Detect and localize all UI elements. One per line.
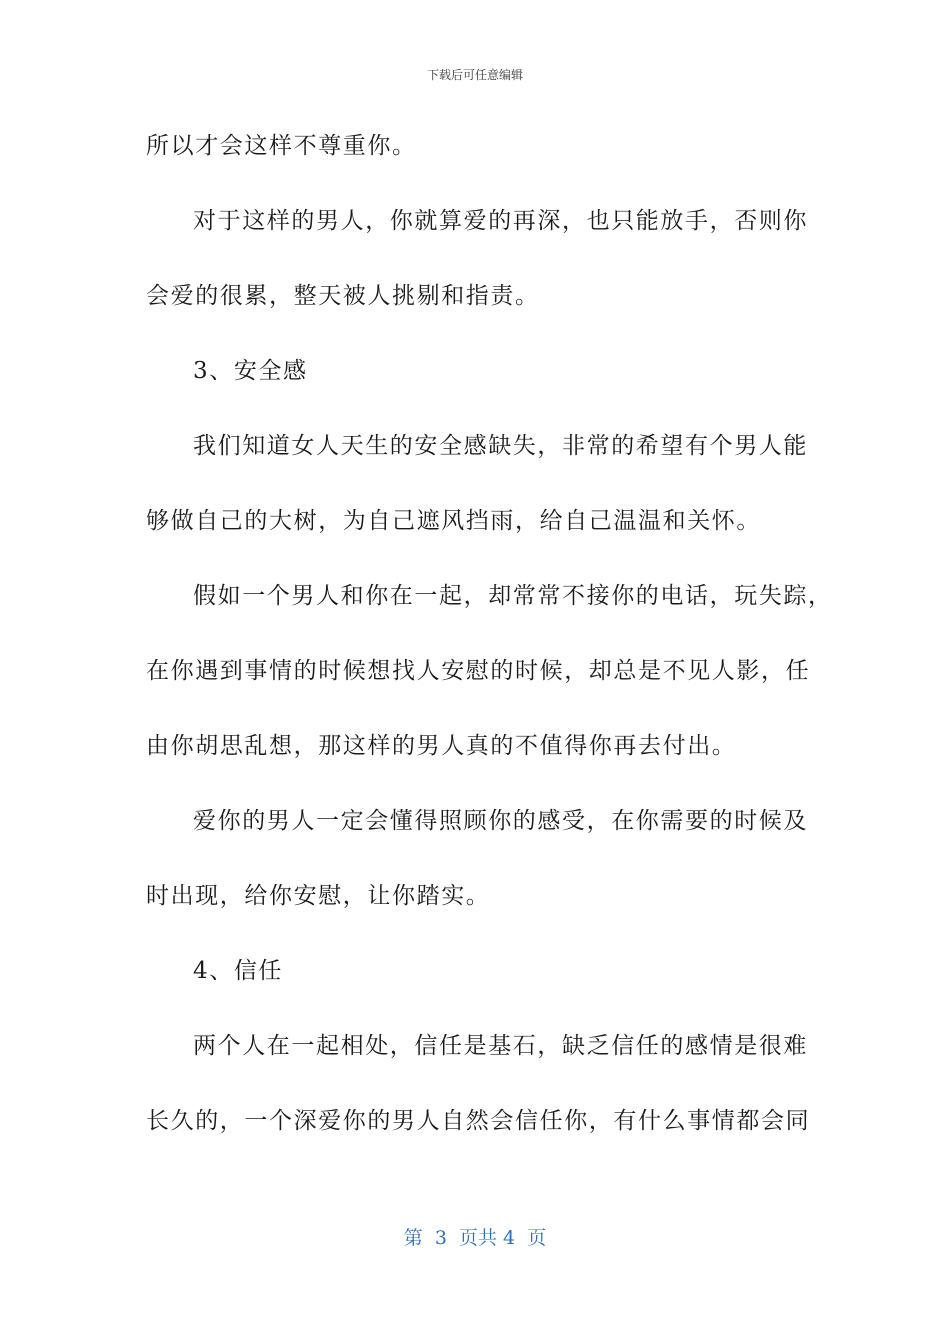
- document-body: [146, 126, 833, 1176]
- body-line: 会爱的很累，整天被人挑剔和指责。: [146, 283, 540, 309]
- body-line: 假如一个男人和你在一起，却常常不接你的电话，玩失踪，: [193, 583, 833, 609]
- body-line: 所以才会这样不尊重你。: [146, 133, 417, 159]
- body-line: 我们知道女人天生的安全感缺失，非常的希望有个男人能: [193, 433, 808, 459]
- section-heading: 3、安全感: [193, 358, 308, 384]
- body-line: 两个人在一起相处，信任是基石，缺乏信任的感情是很难: [193, 1033, 808, 1059]
- section-heading: 4、信任: [193, 958, 284, 984]
- body-line: 在你遇到事情的时候想找人安慰的时候，却总是不见人影，任: [146, 658, 811, 684]
- body-line: 对于这样的男人，你就算爱的再深，也只能放手，否则你: [193, 208, 808, 234]
- body-line: 够做自己的大树，为自己遮风挡雨，给自己温温和关怀。: [146, 508, 761, 534]
- body-line: 长久的，一个深爱你的男人自然会信任你，有什么事情都会同: [146, 1108, 811, 1134]
- page-number-footer: 第 3 页共 4 页: [403, 1227, 547, 1249]
- page-header: 下载后可任意编辑: [426, 68, 523, 82]
- body-line: 爱你的男人一定会懂得照顾你的感受，在你需要的时候及: [193, 808, 808, 834]
- body-line: 由你胡思乱想，那这样的男人真的不值得你再去付出。: [146, 733, 737, 759]
- body-line: 时出现，给你安慰，让你踏实。: [146, 883, 491, 909]
